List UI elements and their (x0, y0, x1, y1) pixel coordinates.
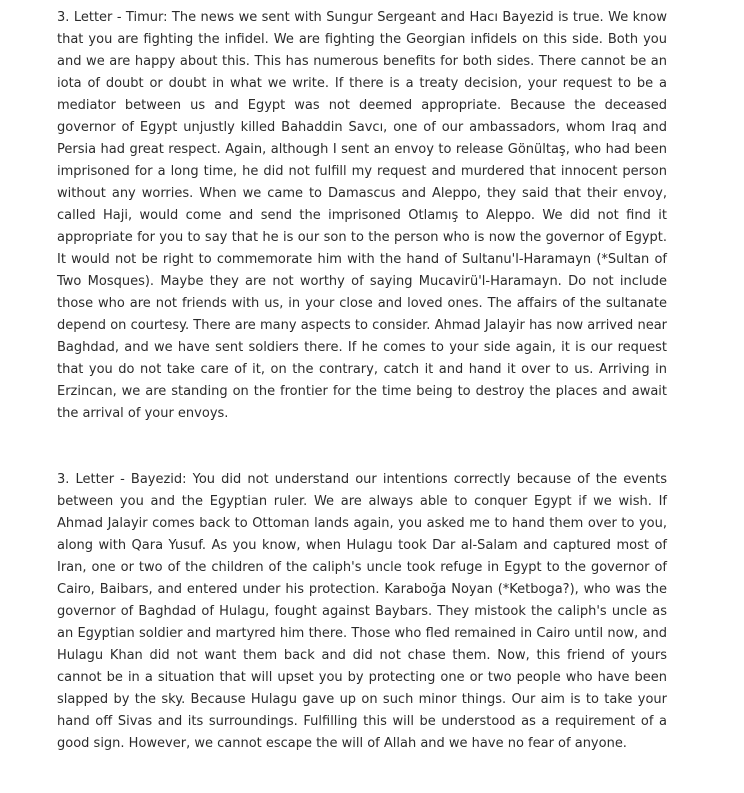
letter-timur-paragraph: 3. Letter - Timur: The news we sent with Sungur Sergeant and Hacı Bayezid is true. We know that you are fighting the infidel. We are fighting the Georgian infidels on this side. Both you and we are happy about this. This has numerous benefits for both sides. There cannot be an iota of doubt or doubt in what we write. If there is a treaty decision, your request to be a mediator between us and Egypt was not deemed appropriate. Because the deceased governor of Egypt unjustly killed Bahaddin Savcı, one of our ambassadors, whom Iraq and Persia had great respect. Again, although I sent an envoy to release Gönültaş, who had been imprisoned for a long time, he did not fulfill my request and murdered that innocent person without any worries. When we came to Damascus and Aleppo, they said that their envoy, called Haji, would come and send the imprisoned Otlamış to Aleppo. We did not find it appropriate for you to say that he is our son to the person who is now the governor of Egypt. It would not be right to commemorate him with the hand of Sultanu'l-Haramayn (*Sultan of Two Mosques). Maybe they are not worthy of saying Mucavirü'l-Haramayn. Do not include those who are not friends with us, in your close and loved ones. The affairs of the sultanate depend on courtesy. There are many aspects to consider. Ahmad Jalayir has now arrived near Baghdad, and we have sent soldiers there. If he comes to your side again, it is our request that you do not take care of it, on the contrary, catch it and hand it over to us. Arriving in Erzincan, we are standing on the frontier for the time being to destroy the places and await the arrival of your envoys. (57, 10, 667, 421)
document-body (57, 7, 667, 755)
letter-bayezid-paragraph: 3. Letter - Bayezid: You did not understand our intentions correctly because of the events between you and the Egyptian ruler. We are always able to conquer Egypt if we wish. If Ahmad Jalayir comes back to Ottoman lands again, you asked me to hand them over to you, along with Qara Yusuf. As you know, when Hulagu took Dar al-Salam and captured most of Iran, one or two of the children of the caliph's uncle took refuge in Egypt to the governor of Cairo, Baibars, and entered under his protection. Karaboğa Noyan (*Ketboga?), who was the governor of Baghdad of Hulagu, fought against Baybars. They mistook the caliph's uncle as an Egyptian soldier and martyred him there. Those who fled remained in Cairo until now, and Hulagu Khan did not want them back and did not chase them. Now, this friend of yours cannot be in a situation that will upset you by protecting one or two people who have been slapped by the sky. Because Hulagu gave up on such minor things. Our aim is to take your hand off Sivas and its surroundings. Fulfilling this will be understood as a requirement of a good sign. However, we cannot escape the will of Allah and we have no fear of anyone. (57, 472, 667, 751)
